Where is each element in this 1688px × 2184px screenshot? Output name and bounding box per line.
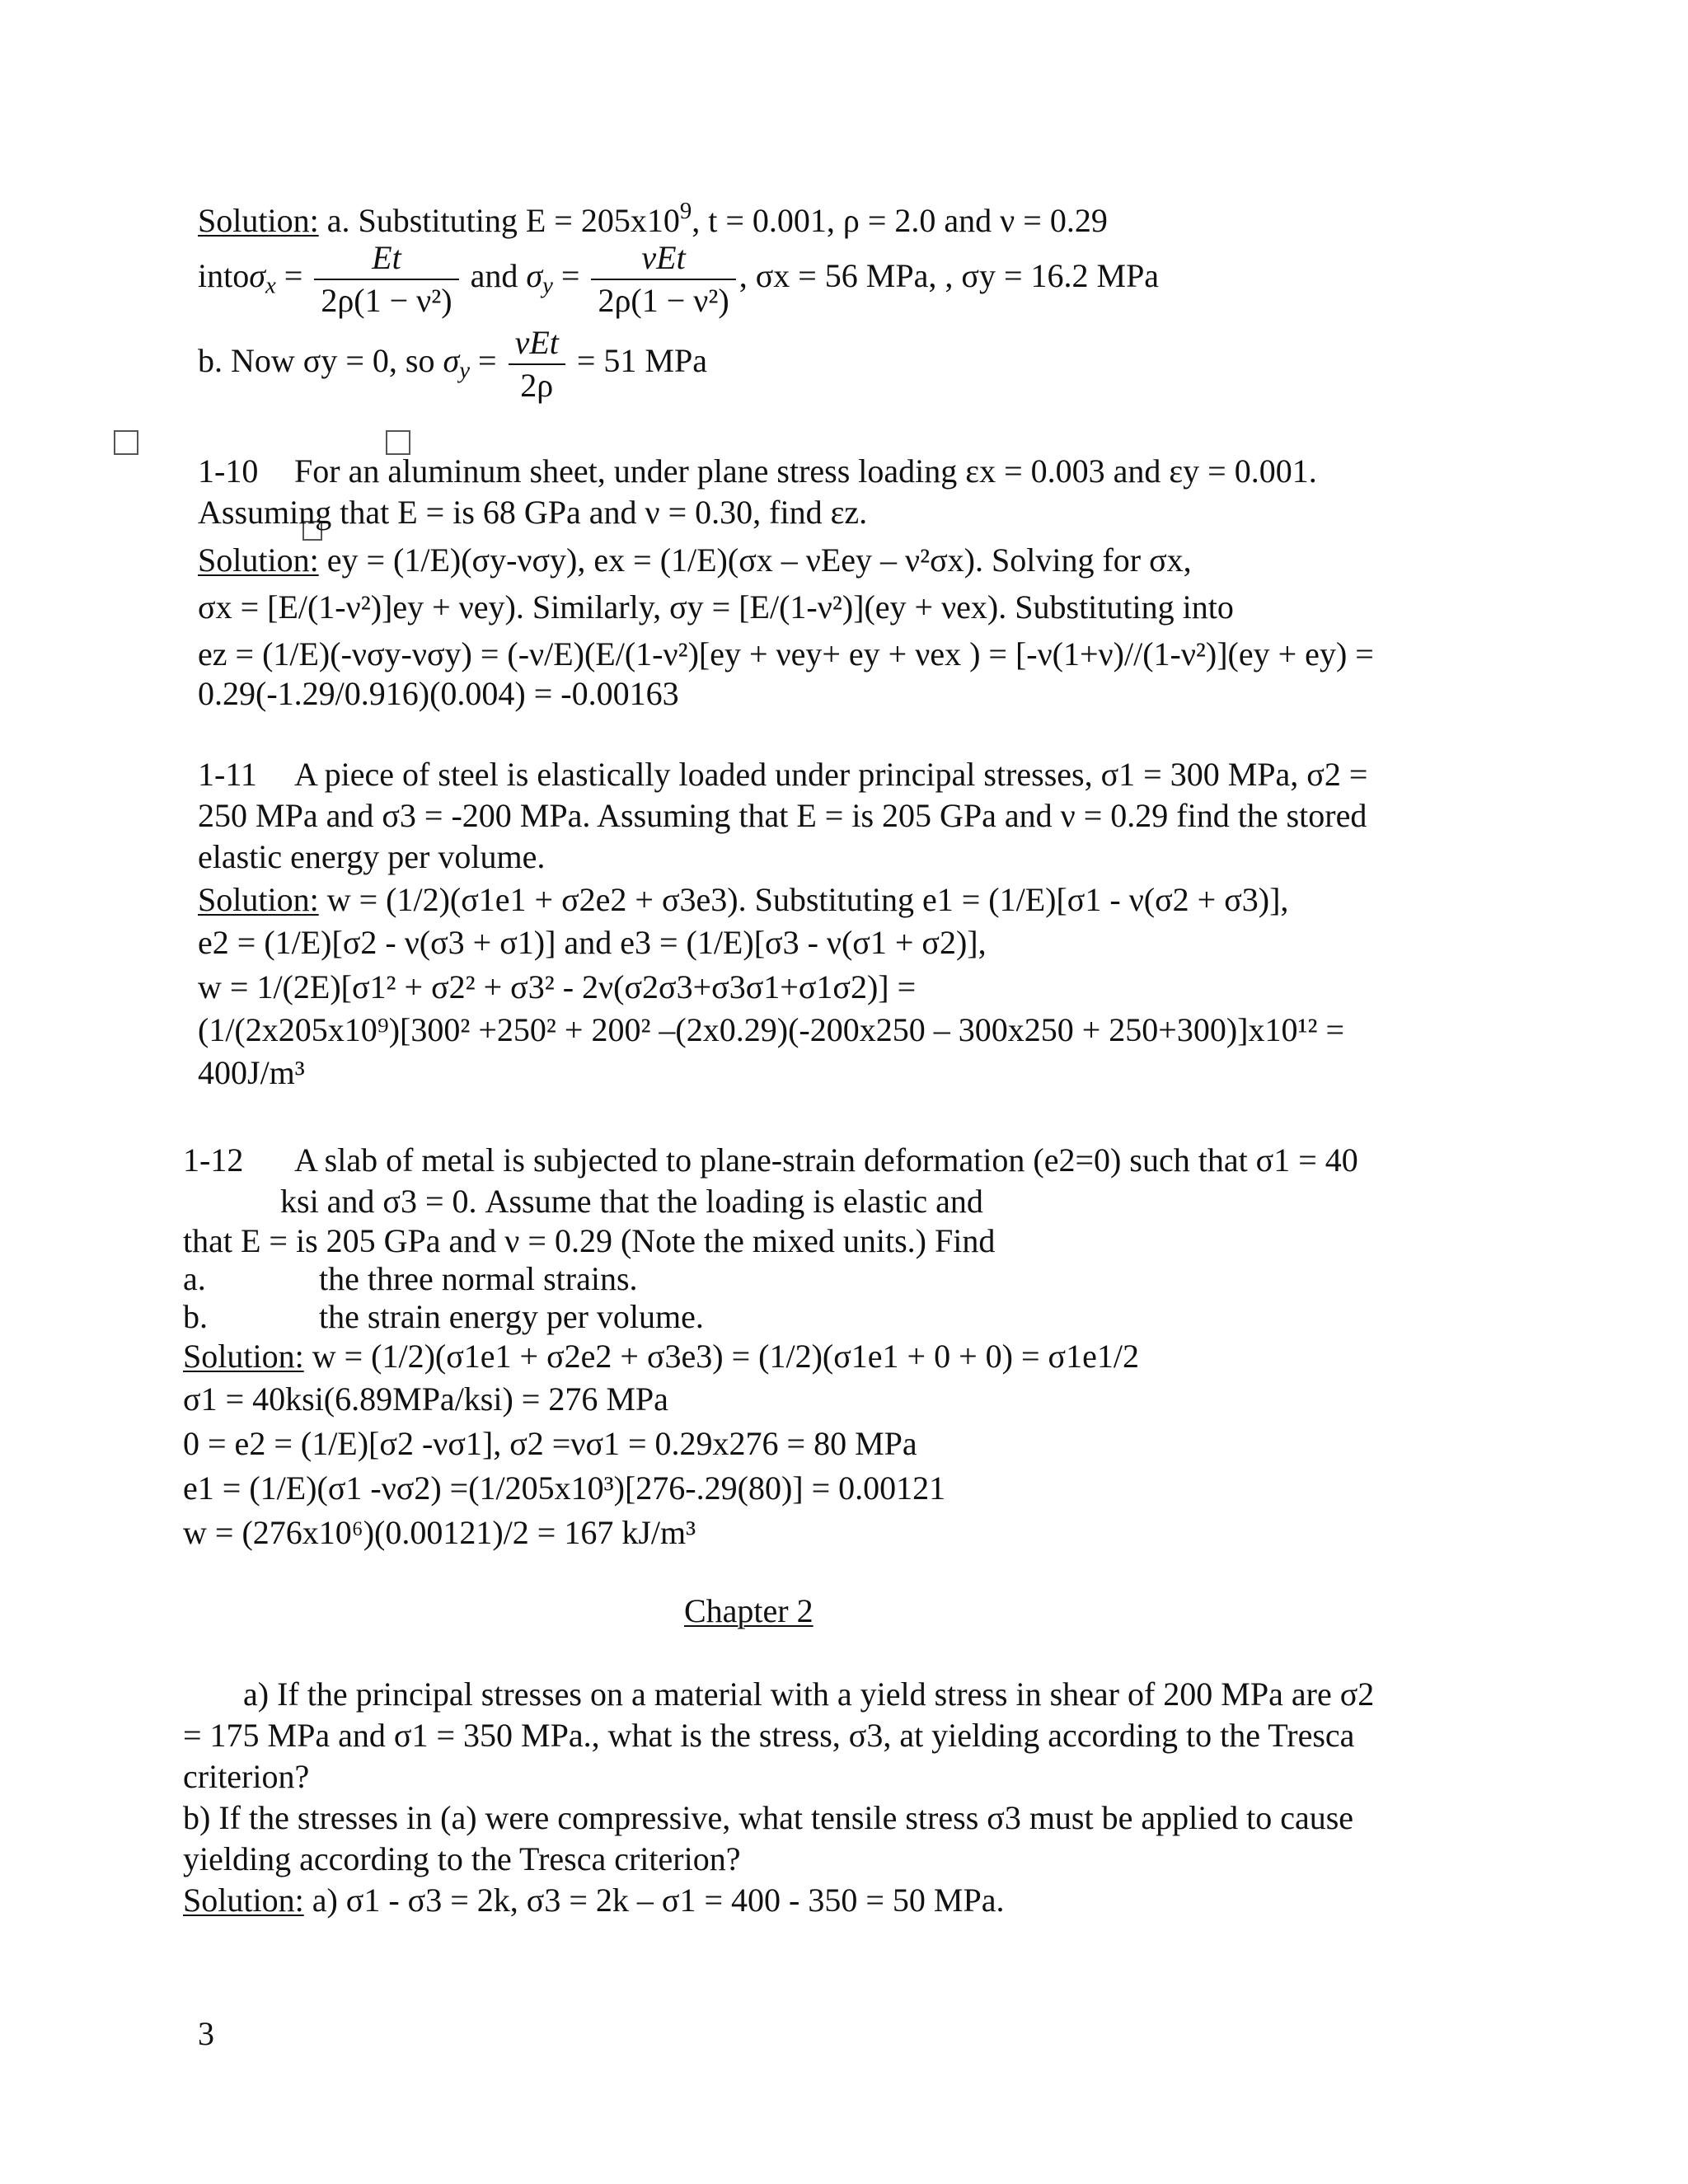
solution-label: Solution: [198,541,319,579]
numerator: νEt [641,239,686,276]
text: σ1 = 40ksi(6.89MPa/ksi) = 276 MPa [183,1380,668,1418]
text: a. [183,1260,206,1297]
exponent: 9 [679,198,692,225]
line [198,968,917,1005]
problem-number: 1-12 [183,1141,244,1179]
denominator: 2ρ(1 − ν²) [314,279,458,318]
text: ez = (1/E)(-νσy-νσy) = (-ν/E)(E/(1-ν²)[ey + νey+ ey + νex ) = [-ν(1+ν)//(1-ν²)](ey + ey) = [198,635,1374,673]
text: b. [183,1298,208,1335]
text: and [462,257,527,295]
solution-label: Solution: [198,202,319,239]
line [198,496,867,529]
subscript: x [265,272,276,299]
text: σx = [E/(1-ν²)]ey + νey). Similarly, σy = [E/(1-ν²)](ey + νex). Substituting into [198,588,1234,626]
text: 400J/m³ [198,1054,305,1091]
line [183,1380,668,1418]
problem-number: 1-11 [198,756,257,793]
line [183,1141,244,1179]
text: A piece of steel is elastically loaded under principal stresses, σ1 = 300 MPa, σ2 = [294,756,1368,793]
text: the three normal strains. [319,1260,638,1297]
line [183,1469,946,1507]
line [243,1675,1375,1713]
line [198,677,679,710]
line [198,588,1234,626]
text: (1/(2x205x10⁹)[300² +250² + 200² –(2x0.29)(-200x250 – 300x250 + 250+300)]x10¹² = [198,1011,1345,1048]
line [183,1884,1004,1917]
equals: = [470,342,505,380]
line [183,1719,1354,1752]
checkbox-right[interactable] [386,430,410,455]
text: , t = 0.001, ρ = 2.0 and ν = 0.29 [692,202,1108,239]
line [198,799,1367,832]
text: ksi and σ3 = 0. Assume that the loading is elastic and [280,1183,983,1220]
line [198,883,1288,916]
line [183,1427,917,1460]
text: 250 MPa and σ3 = -200 MPa. Assuming that E = is 205 GPa and ν = 0.29 find the stored [198,797,1367,834]
list-item [319,1260,638,1297]
subscript: y [542,272,553,299]
solution-label: Solution: [198,881,319,918]
line [198,635,1374,673]
text: b) If the stresses in (a) were compressive, what tensile stress σ3 must be applied to cause [183,1799,1354,1836]
text: a) If the principal stresses on a material with a yield stress in shear of 200 MPa are σ2 [243,1675,1375,1713]
result: = 51 MPa [568,342,707,380]
text: 0.29(-1.29/0.916)(0.004) = -0.00163 [198,675,679,712]
chapter-heading: Chapter 2 [684,1592,814,1629]
line [294,1141,1358,1179]
text: yielding according to the Tresca criterion? [183,1840,741,1877]
equals: = [552,257,588,295]
line [183,1340,1139,1373]
line [183,1799,1354,1836]
text: For an aluminum sheet, under plane stress loading εx = 0.003 and εy = 0.001. [294,452,1317,490]
line [280,1185,983,1218]
fraction [509,326,565,403]
sigma: σ [249,257,265,295]
text: b. Now σy = 0, so [198,342,443,380]
text: into [198,257,250,295]
list-marker [183,1298,208,1335]
numerator: νEt [514,324,559,361]
solution-label: Solution: [183,1338,304,1375]
text: w = (1/2)(σ1e1 + σ2e2 + σ3e3). Substituting e1 = (1/E)[σ1 - ν(σ2 + σ3)], [318,881,1289,918]
line [198,926,987,959]
line [198,541,1192,579]
line [198,1054,305,1091]
sigma: σ [443,342,460,380]
checkbox-left[interactable] [114,430,138,455]
denominator: 2ρ(1 − ν²) [591,279,735,318]
line [198,1011,1345,1048]
text: that E = is 205 GPa and ν = 0.29 (Note the mixed units.) Find [183,1222,996,1259]
line [294,758,1367,791]
text: e1 = (1/E)(σ1 -νσ2) =(1/205x10³)[276-.29(80)] = 0.00121 [183,1469,946,1507]
denominator: 2ρ [509,363,565,403]
list-marker [183,1260,206,1297]
text: a) σ1 - σ3 = 2k, σ3 = 2k – σ1 = 400 - 350 = 50 MPa. [303,1882,1005,1919]
line [198,452,259,490]
text: criterion? [183,1758,310,1795]
fraction [314,241,458,318]
text: elastic energy per volume. [198,838,546,875]
line [183,1516,696,1549]
line [183,1222,996,1259]
text: a. Substituting E = 205x10 [318,202,680,239]
text: 0 = e2 = (1/E)[σ2 -νσ1], σ2 =νσ1 = 0.29x276 = 80 MPa [183,1425,917,1462]
text: Assuming that E = is 68 GPa and ν = 0.30, find εz. [198,494,868,531]
line [294,452,1317,490]
text: w = (1/2)(σ1e1 + σ2e2 + σ3e3) = (1/2)(σ1e1 + 0 + 0) = σ1e1/2 [303,1338,1139,1375]
text: w = (276x10⁶)(0.00121)/2 = 167 kJ/m³ [183,1514,696,1551]
text: ey = (1/E)(σy-νσy), ex = (1/E)(σx – νEey – ν²σx). Solving for σx, [318,541,1192,579]
equation-line [198,326,707,403]
line [183,1840,741,1877]
line [183,1760,309,1793]
text: w = 1/(2E)[σ1² + σ2² + σ3² - 2ν(σ2σ3+σ3σ1+σ1σ2)] = [198,968,917,1005]
result: , σx = 56 MPa, , σy = 16.2 MPa [738,257,1160,295]
sigma: σ [526,257,543,295]
line [198,758,257,791]
text: the strain energy per volume. [319,1298,704,1335]
numerator: Et [372,239,401,276]
fraction [591,241,735,318]
text: = 175 MPa and σ1 = 350 MPa., what is the stress, σ3, at yielding according to the Tresca [183,1717,1355,1754]
subscript: y [459,357,470,384]
solution-label: Solution: [183,1882,304,1919]
page-number: 3 [198,2015,214,2052]
equation-line [198,241,1159,318]
list-item [319,1298,704,1335]
text: A slab of metal is subjected to plane-strain deformation (e2=0) such that σ1 = 40 [294,1141,1358,1179]
line [198,198,1108,239]
problem-number: 1-10 [198,452,259,490]
equals: = [275,257,312,295]
line [198,838,546,875]
text: e2 = (1/E)[σ2 - ν(σ3 + σ1)] and e3 = (1/E)[σ3 - ν(σ1 + σ2)], [198,924,987,961]
